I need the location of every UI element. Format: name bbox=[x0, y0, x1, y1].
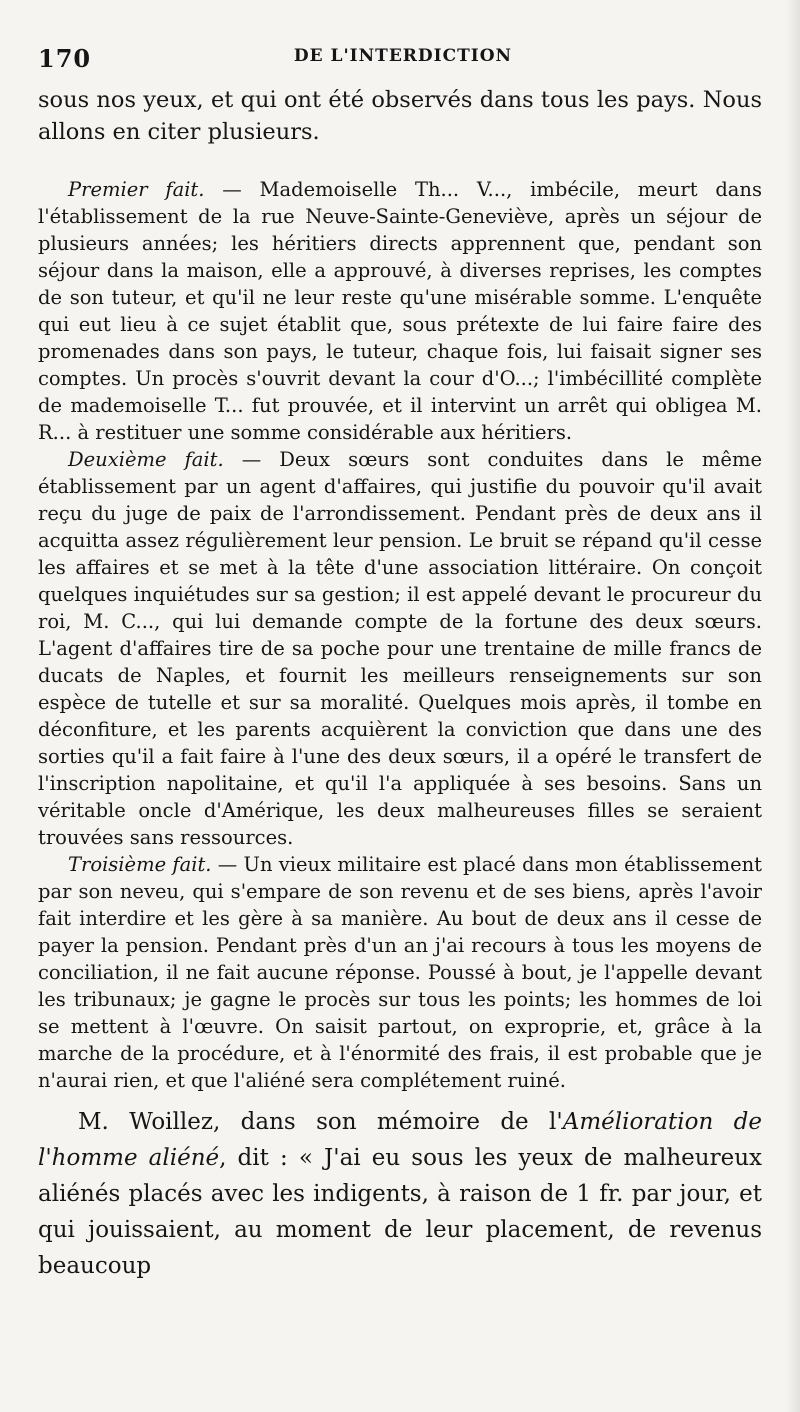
running-title: DE L'INTERDICTION bbox=[293, 46, 513, 66]
case-paragraph-1 bbox=[38, 176, 762, 446]
page-body bbox=[38, 84, 762, 1284]
case-title-3: Troisième fait. bbox=[68, 853, 212, 876]
case-title-2: Deuxième fait. bbox=[68, 448, 224, 471]
case-text-1: — Mademoiselle Th... V..., imbécile, meurt dans l'établissement de la rue Neuve-Sainte-Geneviève, après un séjour de plusieurs années; les héritiers directs apprennent que, pendant son séjour dans la maison, elle a approuvé, à diverses reprises, les comptes de son tuteur, et qu'il ne leur reste qu'une misérable somme. L'enquête qui eut lieu à ce sujet établit que, sous prétexte de lui faire faire des promenades dans son pays, le tuteur, chaque fois, lui faisait signer ses comptes. Un procès s'ouvrit devant la cour d'O...; l'imbécillité complète de mademoiselle T... fut prouvée, et il intervint un arrêt qui obligea M. R... à restituer une somme considérable aux héritiers. bbox=[38, 178, 762, 444]
case-paragraph-2 bbox=[38, 446, 762, 851]
scan-edge-shadow bbox=[786, 0, 800, 1412]
page-number: 170 bbox=[38, 44, 92, 73]
final-text-part-2: , dit : « J'ai eu sous les yeux de malheureux aliénés placés avec les indigents, à raison de 1 fr. par jour, et qui jouissaient, au moment de leur placement, de revenus beaucoup bbox=[38, 1145, 762, 1279]
case-text-3: — Un vieux militaire est placé dans mon établissement par son neveu, qui s'empare de son revenu et de ses biens, après l'avoir fait interdire et les gère à sa manière. Au bout de deux ans il cesse de payer la pension. Pendant près d'un an j'ai recours à tous les moyens de conciliation, il ne fait aucune réponse. Poussé à bout, je l'appelle devant les tribunaux; je gagne le procès sur tous les points; les hommes de loi se mettent à l'œuvre. On saisit partout, on exproprie, et, grâce à la marche de la procédure, et à l'énormité des frais, il est probable que je n'aurai rien, et que l'aliéné sera complétement ruiné. bbox=[38, 853, 763, 1092]
case-title-1: Premier fait. bbox=[68, 178, 205, 201]
final-paragraph bbox=[38, 1104, 762, 1284]
case-paragraph-3 bbox=[38, 851, 762, 1094]
lead-paragraph: sous nos yeux, et qui ont été observés dans tous les pays. Nous allons en citer plusieurs. bbox=[38, 87, 762, 145]
final-text-part-1: M. Woillez, dans son mémoire de l' bbox=[78, 1109, 563, 1135]
case-text-2: — Deux sœurs sont conduites dans le même établissement par un agent d'affaires, qui justifie du pouvoir qu'il avait reçu du juge de paix de l'arrondissement. Pendant près de deux ans il acquitta assez régulièrement leur pension. Le bruit se répand qu'il cesse les affaires et se met à la tête d'une association littéraire. On conçoit quelques inquiétudes sur sa gestion; il est appelé devant le procureur du roi, M. C..., qui lui demande compte de la fortune des deux sœurs. L'agent d'affaires tire de sa poche pour une trentaine de mille francs de ducats de Naples, et fournit les meilleurs renseignements sur son espèce de tutelle et sur sa moralité. Quelques mois après, il tombe en déconfiture, et les parents acquièrent la conviction que dans une des sorties qu'il a fait faire à l'une des deux sœurs, il a opéré le transfert de l'inscription napolitaine, et qu'il l'a appliquée à ses besoins. Sans un véritable oncle d'Amérique, les deux malheureuses filles se seraient trouvées sans ressources. bbox=[38, 448, 762, 849]
memoir-title: Amélioration de l'homme aliéné bbox=[38, 1109, 762, 1171]
page-header bbox=[38, 36, 768, 76]
